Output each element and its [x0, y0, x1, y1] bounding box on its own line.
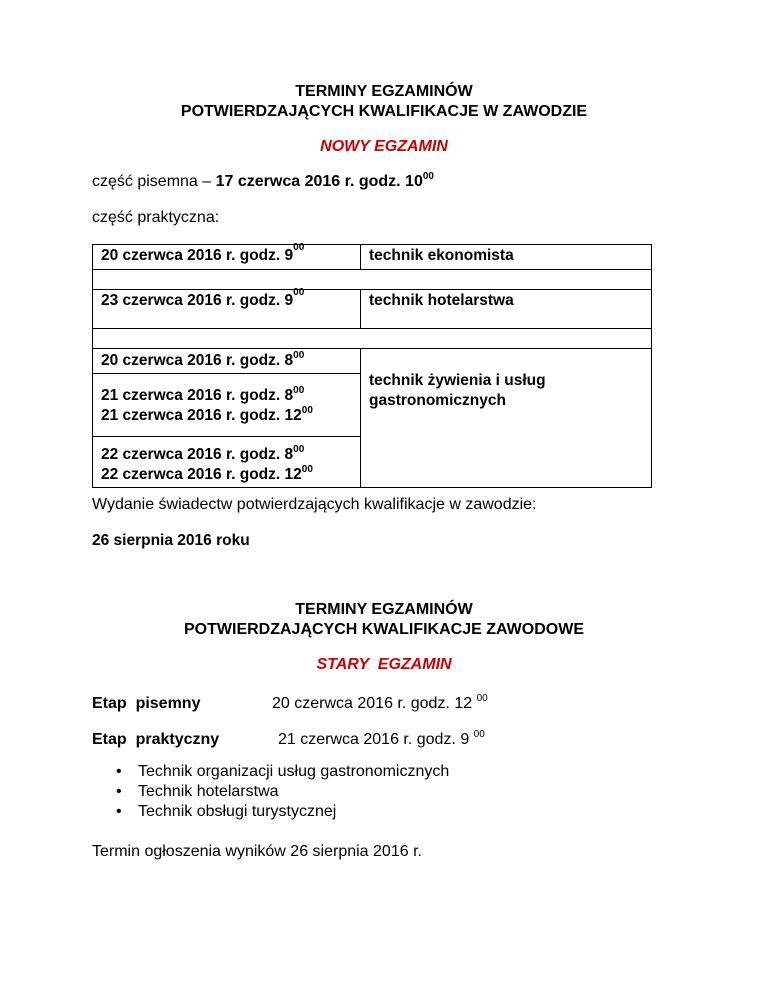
- certificate-label: Wydanie świadectw potwierdzających kwalifikacje w zawodzie:: [92, 496, 537, 513]
- stage2-value: [278, 730, 485, 750]
- section1-title: [0, 82, 768, 122]
- table-cell-dates-group: [93, 349, 361, 488]
- certificate-date: 26 sierpnia 2016 roku: [92, 532, 250, 549]
- row2-date: 23 czerwca 2016 r. godz. 9: [101, 292, 294, 309]
- stage1-date: 20 czerwca 2016 r. godz. 12: [272, 695, 477, 712]
- table-spacer-row: [93, 270, 652, 290]
- table-cell-profession: [361, 349, 652, 488]
- section2-title-line2: POTWIERDZAJĄCYCH KWALIFIKACJE ZAWODOWE: [184, 621, 584, 638]
- row3-sup4: 00: [293, 444, 305, 455]
- dates-subcell-3: [93, 437, 360, 487]
- stage2-label: Etap praktyczny: [92, 731, 220, 748]
- table-row: [93, 245, 652, 270]
- bullet-icon: •: [116, 783, 122, 800]
- stage2-date: 21 czerwca 2016 r. godz. 9: [278, 731, 474, 748]
- stage1-label: Etap pisemny: [92, 695, 201, 712]
- table-row: [93, 290, 652, 329]
- table-cell-date: [93, 242, 361, 270]
- table-spacer-cell: [93, 329, 652, 349]
- written-exam-line: [92, 172, 434, 192]
- section1-title-line1: TERMINY EGZAMINÓW: [295, 83, 473, 100]
- row3-sup2: 00: [293, 385, 305, 396]
- profession-name: Technik hotelarstwa: [138, 783, 279, 800]
- row3-sup5: 00: [301, 464, 313, 475]
- bullet-icon: •: [116, 803, 122, 820]
- list-item: [112, 782, 449, 802]
- profession-name: Technik organizacji usług gastronomicznych: [138, 763, 450, 780]
- row3-sup1: 00: [293, 350, 305, 361]
- row1-sup: 00: [293, 242, 305, 253]
- practical-label: część praktyczna:: [92, 209, 220, 226]
- table-row: [93, 349, 652, 488]
- dates-subcell-2: [93, 374, 360, 437]
- table-cell-profession: technik hotelarstwa: [361, 290, 652, 329]
- stage1-sup: 00: [476, 693, 488, 704]
- section2-subtitle: STARY EGZAMIN: [316, 656, 452, 673]
- section2-title-line1: TERMINY EGZAMINÓW: [295, 601, 473, 618]
- table-cell-profession: technik ekonomista: [361, 245, 652, 270]
- row3-date2: 21 czerwca 2016 r. godz. 8: [101, 387, 294, 404]
- written-exam-prefix: część pisemna –: [92, 173, 216, 190]
- row3-profession-line2: gastronomicznych: [369, 392, 506, 409]
- written-exam-date: 17 czerwca 2016 r. godz. 10: [215, 173, 423, 190]
- row3-date4: 22 czerwca 2016 r. godz. 8: [101, 446, 294, 463]
- stage2-sup: 00: [473, 729, 485, 740]
- profession-name: Technik obsługi turystycznej: [138, 803, 337, 820]
- section1-title-line2: POTWIERDZAJĄCYCH KWALIFIKACJE W ZAWODZIE: [180, 103, 588, 120]
- schedule-table: [92, 244, 652, 488]
- stage1-value: [272, 694, 488, 714]
- professions-list: [112, 762, 449, 822]
- table-cell-date: [93, 287, 361, 329]
- written-exam-sup: 00: [422, 171, 434, 182]
- row3-date3: 21 czerwca 2016 r. godz. 12: [101, 407, 302, 424]
- section1-subtitle: NOWY EGZAMIN: [320, 138, 448, 155]
- bullet-icon: •: [116, 763, 122, 780]
- dates-subcell-1: [93, 349, 360, 374]
- results-date: Termin ogłoszenia wyników 26 sierpnia 2016 r.: [92, 843, 422, 860]
- section2-title: [0, 600, 768, 640]
- list-item: [112, 762, 449, 782]
- table-spacer-cell: [93, 270, 652, 290]
- row3-profession-line1: technik żywienia i usług: [369, 372, 546, 389]
- row3-date1: 20 czerwca 2016 r. godz. 8: [101, 352, 294, 369]
- row1-date: 20 czerwca 2016 r. godz. 9: [101, 247, 294, 264]
- list-item: [112, 802, 449, 822]
- table-spacer-row: [93, 329, 652, 349]
- row3-sup3: 00: [301, 405, 313, 416]
- row3-date5: 22 czerwca 2016 r. godz. 12: [101, 466, 302, 483]
- row2-sup: 00: [293, 287, 305, 298]
